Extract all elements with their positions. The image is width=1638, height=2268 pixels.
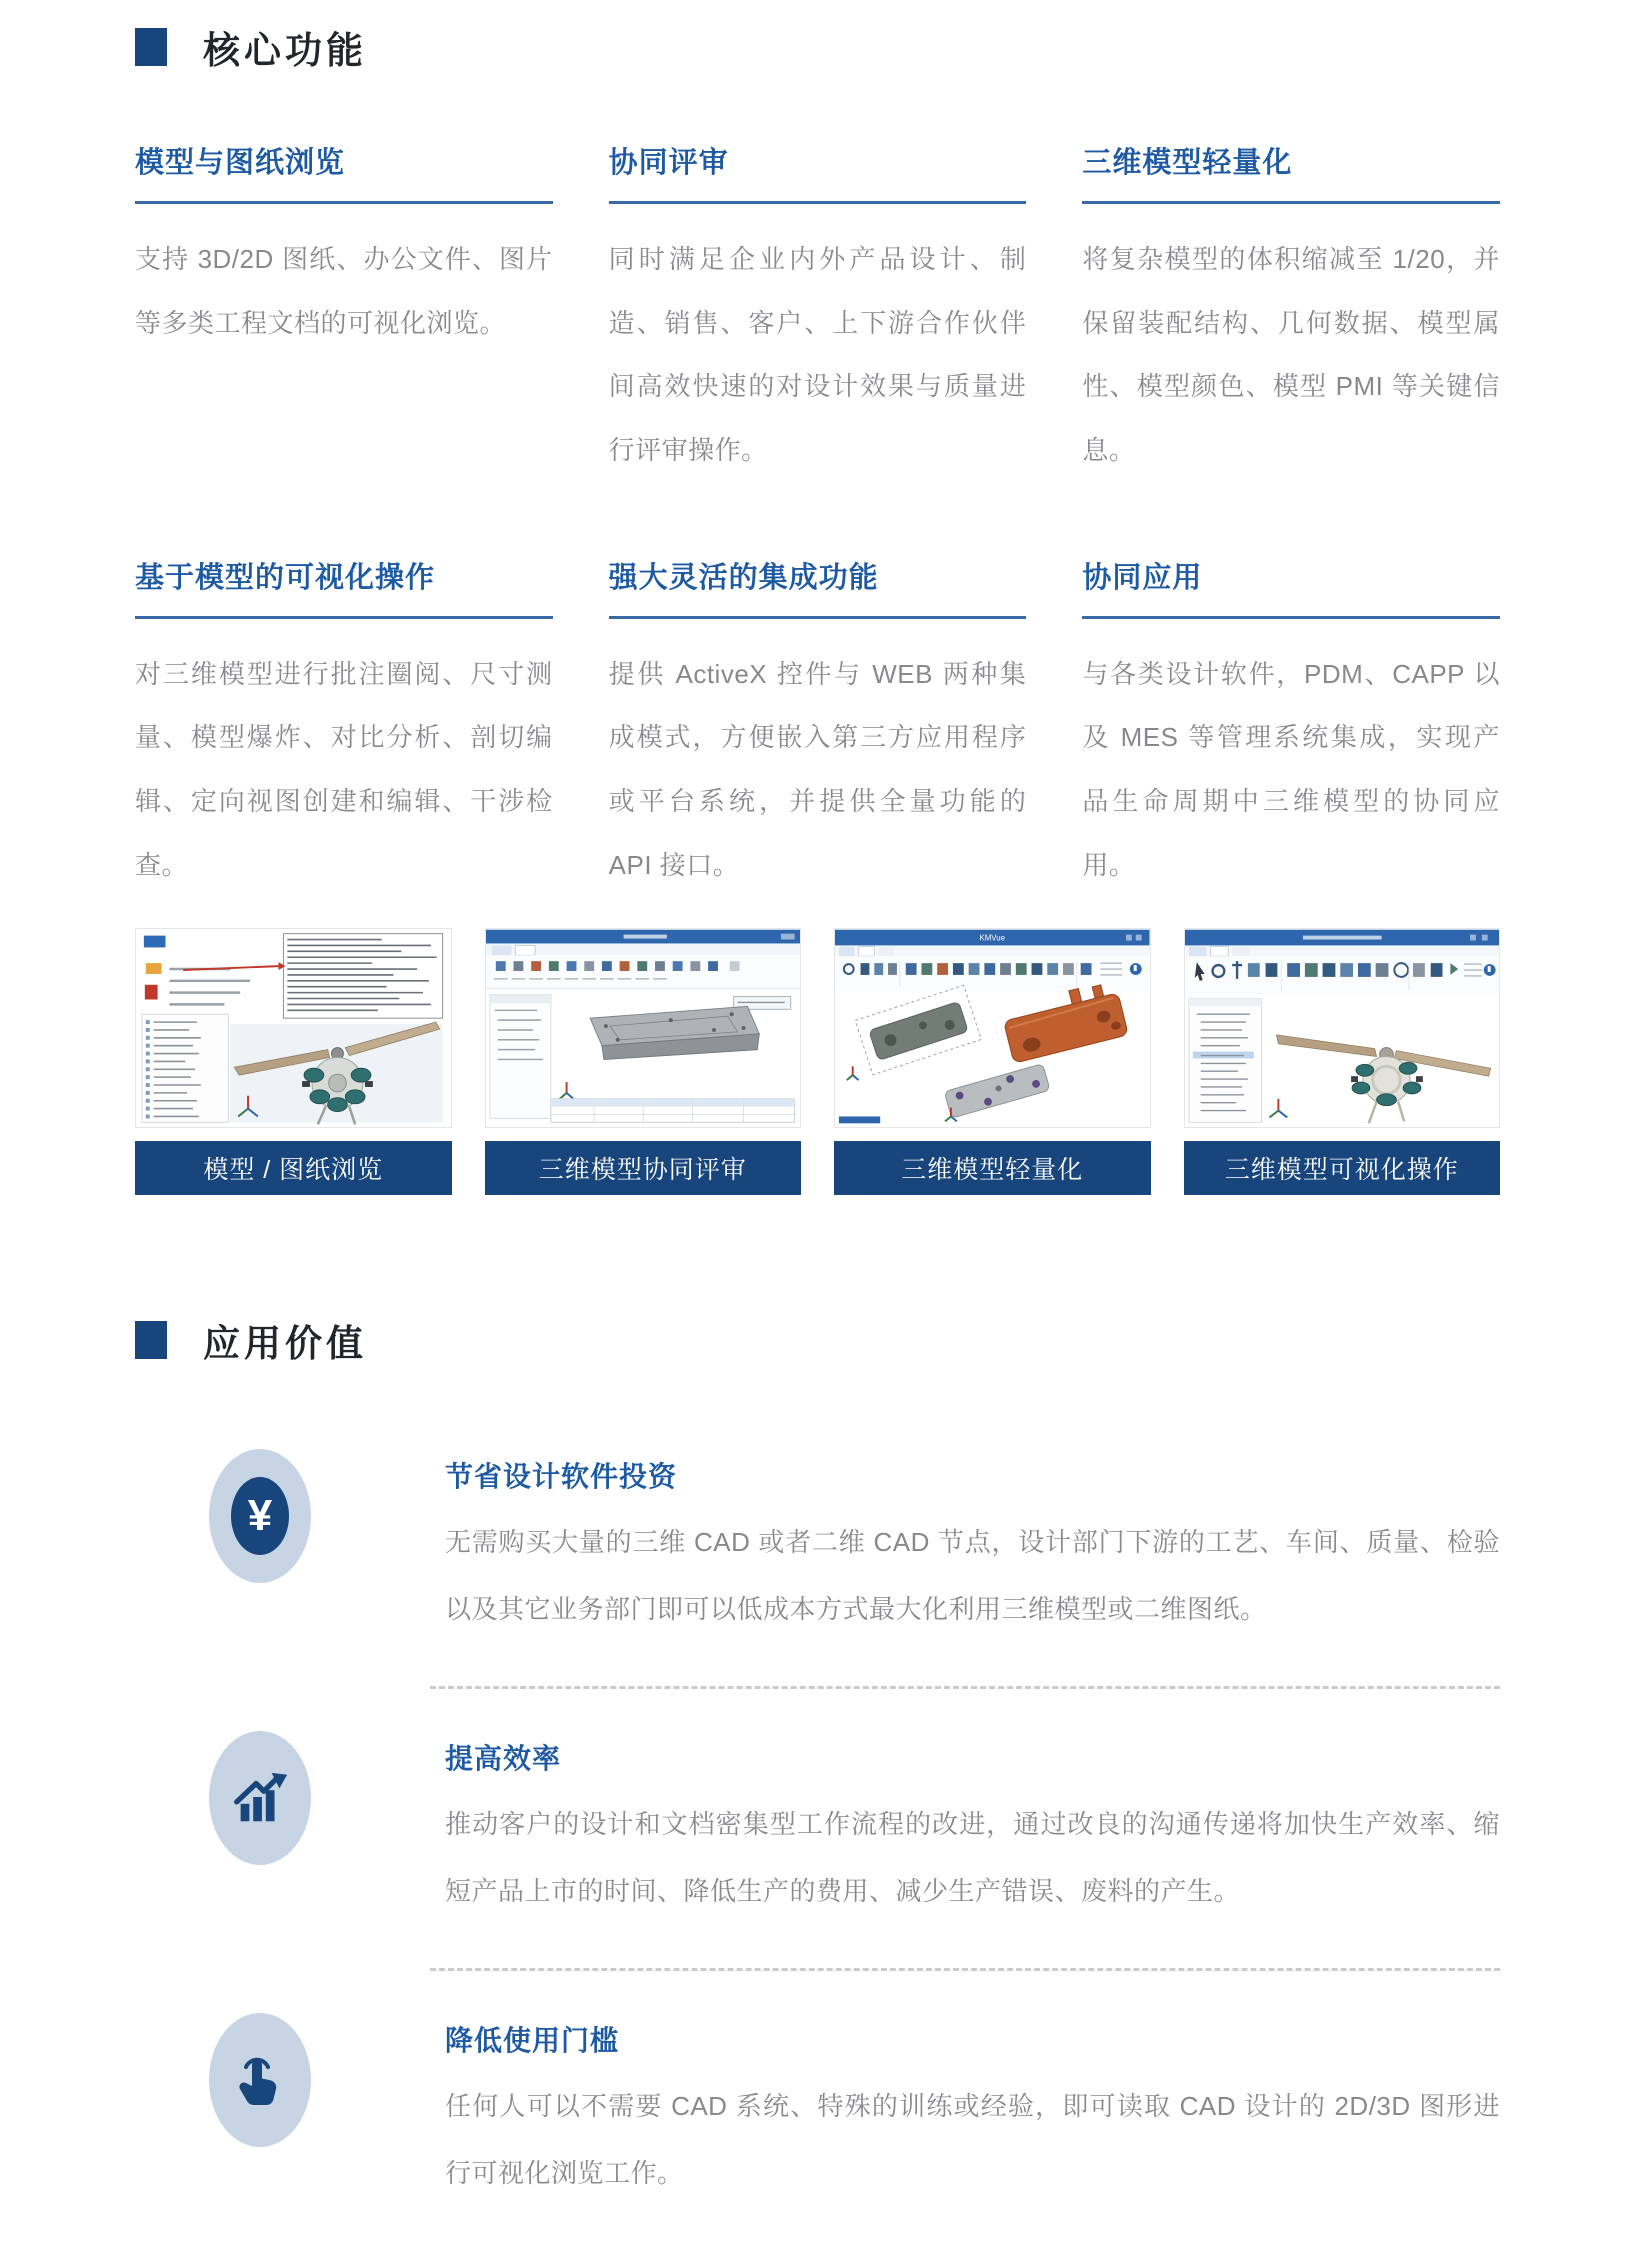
cad-lightweight-preview-image [835, 929, 1150, 1127]
value-text [445, 2013, 1500, 2208]
value-item-low-barrier [135, 2013, 1500, 2208]
heading-square-icon [135, 1321, 167, 1359]
touch-glyph [228, 2048, 292, 2112]
screenshot-caption: 三维模型协同评审 [485, 1141, 802, 1195]
cad-browse-preview-image [136, 929, 451, 1127]
screenshot-card-browse [135, 928, 452, 1195]
screenshot-lightweight-preview [834, 928, 1151, 1128]
growth-chart-icon [209, 1731, 311, 1865]
screenshot-card-lightweight [834, 928, 1151, 1195]
yuan-glyph: ¥ [231, 1477, 289, 1555]
feature-body: 支持 3D/2D 图纸、办公文件、图片等多类工程文档的可视化浏览。 [135, 244, 553, 338]
value-item-efficiency [135, 1731, 1500, 1926]
feature-body: 对三维模型进行批注圈阅、尺寸测量、模型爆炸、对比分析、剖切编辑、定向视图创建和编辑、干涉检查。 [135, 658, 553, 880]
screenshot-review-preview [485, 928, 802, 1128]
value-text [445, 1731, 1500, 1926]
feature-body: 提供 ActiveX 控件与 WEB 两种集成模式，方便嵌入第三方应用程序或平台系统，并提供全量功能的 API 接口。 [608, 658, 1027, 880]
feature-card-visual-ops [135, 555, 553, 898]
core-features-title: 核心功能 [203, 30, 367, 71]
dashed-divider [430, 1968, 1500, 1971]
feature-body: 与各类设计软件，PDM、CAPP 以及 MES 等管理系统集成，实现产品生命周期中三维模型的协同应用。 [1082, 658, 1500, 880]
feature-title: 协同应用 [1082, 555, 1500, 619]
core-features-heading [135, 20, 1500, 74]
cad-visual-ops-preview-image [1185, 929, 1500, 1127]
screenshot-caption: 模型 / 图纸浏览 [135, 1141, 452, 1195]
value-title: 降低使用门槛 [445, 2024, 620, 2056]
value-icon-wrap [135, 1731, 445, 1865]
feature-card-integration [609, 555, 1027, 898]
value-item-cost-saving [135, 1449, 1500, 1644]
growth-chart-glyph [229, 1767, 291, 1829]
value-list [135, 1449, 1500, 2209]
screenshot-caption: 三维模型可视化操作 [1184, 1141, 1501, 1195]
value-title: 提高效率 [445, 1742, 562, 1774]
screenshot-browse-preview [135, 928, 452, 1128]
value-body: 任何人可以不需要 CAD 系统、特殊的训练或经验，即可读取 CAD 设计的 2D/3D 图形进行可视化浏览工作。 [445, 2090, 1500, 2189]
screenshot-card-review [485, 928, 802, 1195]
heading-square-icon [135, 28, 167, 66]
value-section-heading [135, 1313, 1500, 1367]
feature-grid [135, 140, 1500, 898]
screenshot-visual-ops-preview [1184, 928, 1501, 1128]
feature-title: 强大灵活的集成功能 [609, 555, 1027, 619]
feature-card-lightweight [1082, 140, 1500, 483]
feature-title: 三维模型轻量化 [1082, 140, 1500, 204]
window-title: KMVue [979, 933, 1005, 943]
feature-card-model-browse [135, 140, 553, 483]
value-text [445, 1449, 1500, 1644]
feature-title: 基于模型的可视化操作 [135, 555, 553, 619]
value-body: 推动客户的设计和文档密集型工作流程的改进，通过改良的沟通传递将加快生产效率、缩短产品上市的时间、降低生产的费用、减少生产错误、废料的产生。 [445, 1808, 1500, 1907]
yuan-icon [209, 1449, 311, 1583]
touch-icon [209, 2013, 311, 2147]
value-body: 无需购买大量的三维 CAD 或者二维 CAD 节点，设计部门下游的工艺、车间、质量、检验以及其它业务部门即可以低成本方式最大化利用三维模型或二维图纸。 [445, 1526, 1500, 1625]
screenshot-caption: 三维模型轻量化 [834, 1141, 1151, 1195]
dashed-divider [430, 1686, 1500, 1689]
feature-card-collab-app [1082, 555, 1500, 898]
value-icon-wrap [135, 1449, 445, 1583]
feature-title: 模型与图纸浏览 [135, 140, 553, 204]
value-icon-wrap [135, 2013, 445, 2147]
feature-body: 同时满足企业内外产品设计、制造、销售、客户、上下游合作伙伴间高效快速的对设计效果与质量进行评审操作。 [608, 244, 1027, 466]
page [135, 0, 1500, 2268]
cad-review-preview-image [486, 929, 801, 1127]
feature-body: 将复杂模型的体积缩减至 1/20，并保留装配结构、几何数据、模型属性、模型颜色、模型 PMI 等关键信息。 [1082, 244, 1500, 466]
value-title: 节省设计软件投资 [445, 1460, 678, 1492]
feature-title: 协同评审 [609, 140, 1027, 204]
value-section-title: 应用价值 [203, 1322, 367, 1364]
screenshot-row [135, 928, 1500, 1195]
screenshot-card-visual-ops [1184, 928, 1501, 1195]
feature-card-review [609, 140, 1027, 483]
